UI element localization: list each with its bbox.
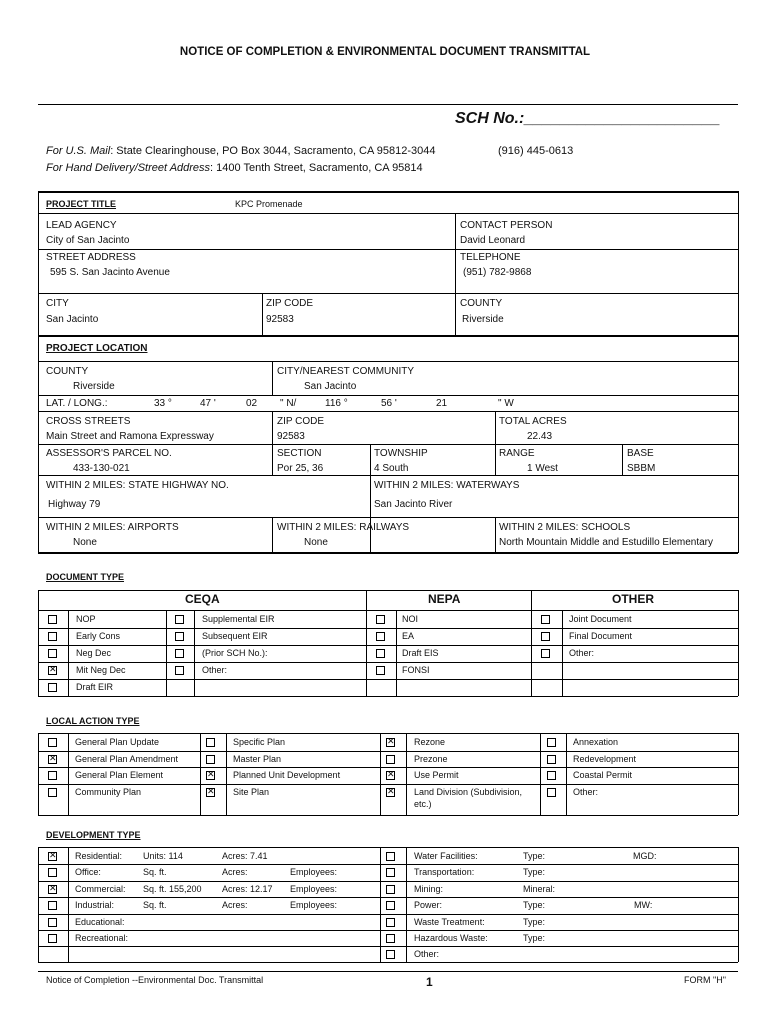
long-sec[interactable]: 21 [436, 398, 448, 409]
divider [38, 249, 738, 250]
doc-type-checkbox[interactable] [48, 632, 57, 641]
development-field[interactable]: Sq. ft. [143, 867, 167, 877]
development-checkbox[interactable]: ✕ [49, 884, 57, 894]
base-label: BASE [627, 448, 654, 459]
street-label: STREET ADDRESS [46, 252, 136, 263]
divider [380, 733, 381, 815]
divider [380, 847, 381, 962]
divider [622, 444, 623, 475]
local-action-checkbox[interactable]: ✕ [387, 770, 395, 780]
doc-type-label: Mit Neg Dec [76, 665, 126, 675]
local-action-label: Use Permit [414, 770, 459, 780]
divider [194, 610, 195, 696]
divider [38, 733, 738, 734]
railways-value[interactable]: None [304, 537, 328, 548]
schools-label: WITHIN 2 MILES: SCHOOLS [499, 522, 631, 533]
latlong-label: LAT. / LONG.: [46, 398, 108, 409]
divider [272, 517, 273, 553]
loc-county-label: COUNTY [46, 366, 89, 377]
telephone-label: TELEPHONE [460, 252, 521, 263]
divider [738, 590, 739, 696]
project-title-value[interactable]: KPC Promenade [235, 199, 303, 209]
local-action-label: General Plan Element [75, 770, 164, 780]
development-checkbox[interactable] [386, 885, 395, 894]
divider [38, 930, 738, 931]
hand-label: For Hand Delivery/Street Address [46, 162, 211, 174]
doc-type-label: Draft EIS [402, 648, 439, 658]
divider [200, 733, 201, 815]
development-label: Commercial: [75, 884, 126, 894]
development-field[interactable]: Type: [523, 900, 546, 910]
development-field[interactable]: Type: [523, 933, 546, 943]
local-action-checkbox[interactable] [206, 755, 215, 764]
divider [38, 411, 738, 412]
hand-address [46, 162, 423, 174]
divider [566, 733, 567, 815]
box-left [38, 191, 39, 553]
development-type-label: DEVELOPMENT TYPE [46, 830, 141, 840]
development-field[interactable]: MW: [634, 900, 653, 910]
doc-type-checkbox[interactable] [541, 632, 550, 641]
doc-type-checkbox[interactable] [48, 683, 57, 692]
township-value[interactable]: 4 South [374, 463, 409, 474]
divider [38, 784, 738, 785]
divider [38, 444, 738, 445]
highway-label: WITHIN 2 MILES: STATE HIGHWAY NO. [46, 480, 229, 491]
city-label: CITY [46, 298, 69, 309]
divider [38, 946, 738, 947]
doc-type-checkbox[interactable] [48, 615, 57, 624]
development-label: Office: [75, 867, 101, 877]
development-field[interactable]: Sq. ft. 155,200 [143, 884, 202, 894]
acres-value[interactable]: 22.43 [527, 431, 553, 442]
sch-number: SCH No.:______________________ [455, 110, 721, 127]
zip-value[interactable]: 92583 [266, 314, 294, 325]
development-checkbox[interactable] [386, 950, 395, 959]
development-label: Transportation: [414, 867, 475, 877]
development-field[interactable]: Mineral: [523, 884, 556, 894]
divider [226, 733, 227, 815]
divider [38, 517, 738, 518]
other-header: OTHER [612, 592, 654, 606]
divider [38, 881, 738, 882]
doc-type-label: Early Cons [76, 631, 121, 641]
footer-rule [38, 971, 738, 972]
local-action-checkbox[interactable] [547, 788, 556, 797]
clearinghouse-phone: (916) 445-0613 [498, 145, 574, 157]
development-checkbox[interactable] [386, 868, 395, 877]
divider [406, 847, 407, 962]
divider [366, 590, 367, 696]
doc-type-label: Other: [569, 648, 595, 658]
local-action-checkbox[interactable]: ✕ [387, 737, 395, 747]
local-action-checkbox[interactable]: ✕ [387, 787, 395, 797]
doc-type-checkbox[interactable] [376, 632, 385, 641]
divider [38, 590, 738, 591]
development-label: Power: [414, 900, 443, 910]
doc-type-checkbox[interactable] [48, 649, 57, 658]
local-action-label: Redevelopment [573, 754, 637, 764]
waterways-value[interactable]: San Jacinto River [374, 499, 453, 510]
local-action-label: Rezone [414, 737, 446, 747]
divider [531, 590, 532, 696]
development-field[interactable]: MGD: [633, 851, 657, 861]
divider [495, 411, 496, 475]
local-action-label: Other: [573, 787, 599, 797]
doc-type-checkbox[interactable] [541, 649, 550, 658]
local-action-label: Site Plan [233, 787, 270, 797]
divider [38, 628, 738, 629]
long-min[interactable]: 56 ' [381, 398, 397, 409]
local-action-label: Planned Unit Development [233, 770, 341, 780]
divider [562, 610, 563, 696]
doc-type-label: Draft EIR [76, 682, 114, 692]
local-action-checkbox[interactable]: ✕ [207, 770, 215, 780]
local-action-label: Specific Plan [233, 737, 286, 747]
divider [38, 751, 738, 752]
doc-type-label: Joint Document [569, 614, 632, 624]
development-field[interactable]: Employees: [290, 900, 338, 910]
lead-agency-label: LEAD AGENCY [46, 220, 117, 231]
divider [38, 815, 738, 816]
divider [68, 610, 69, 696]
development-field[interactable]: Sq. ft. [143, 900, 167, 910]
page-number: 1 [426, 975, 433, 989]
county-label: COUNTY [460, 298, 503, 309]
divider [540, 733, 541, 815]
development-checkbox[interactable] [386, 918, 395, 927]
development-checkbox[interactable] [386, 934, 395, 943]
lat-sec[interactable]: 02 [246, 398, 258, 409]
local-action-checkbox[interactable]: ✕ [207, 787, 215, 797]
waterways-label: WITHIN 2 MILES: WATERWAYS [374, 480, 520, 491]
development-field[interactable]: Acres: 12.17 [222, 884, 273, 894]
development-label: Waste Treatment: [414, 917, 485, 927]
loc-county-value[interactable]: Riverside [73, 381, 115, 392]
divider [166, 610, 167, 696]
mail-address [46, 145, 436, 157]
cross-streets-value[interactable]: Main Street and Ramona Expressway [46, 431, 214, 442]
divider [38, 475, 738, 476]
doc-type-checkbox[interactable] [175, 666, 184, 675]
divider [38, 552, 738, 554]
lat-min[interactable]: 47 ' [200, 398, 216, 409]
doc-type-checkbox[interactable] [175, 615, 184, 624]
local-action-checkbox[interactable] [547, 771, 556, 780]
doc-type-label: NOI [402, 614, 419, 624]
doc-type-checkbox[interactable] [175, 632, 184, 641]
local-action-label: LOCAL ACTION TYPE [46, 716, 140, 726]
divider [272, 361, 273, 395]
divider [38, 213, 738, 214]
divider [38, 662, 738, 663]
mail-label: For U.S. Mail [46, 145, 111, 157]
doc-type-label: Neg Dec [76, 648, 112, 658]
footer-form-id: FORM "H" [684, 975, 726, 985]
divider [38, 335, 738, 337]
long-dir: " W [498, 398, 514, 409]
community-label: CITY/NEAREST COMMUNITY [277, 366, 415, 377]
divider [272, 411, 273, 475]
doc-type-label: (Prior SCH No.): [202, 648, 268, 658]
local-action-label: Master Plan [233, 754, 282, 764]
divider [38, 610, 738, 611]
development-checkbox[interactable] [48, 934, 57, 943]
lat-deg[interactable]: 33 ° [154, 398, 172, 409]
local-action-label: Prezone [414, 754, 448, 764]
project-title-label: PROJECT TITLE [46, 199, 117, 209]
development-field[interactable]: Type: [523, 917, 546, 927]
highway-value[interactable]: Highway 79 [48, 499, 101, 510]
development-checkbox[interactable] [48, 918, 57, 927]
doc-type-label: NOP [76, 614, 96, 624]
divider [38, 914, 738, 915]
ceqa-header: CEQA [185, 592, 220, 606]
airports-label: WITHIN 2 MILES: AIRPORTS [46, 522, 179, 533]
divider [68, 847, 69, 962]
divider [455, 293, 456, 335]
divider [495, 517, 496, 553]
development-label: Recreational: [75, 933, 129, 943]
cross-streets-label: CROSS STREETS [46, 416, 131, 427]
development-field[interactable]: Type: [523, 851, 546, 861]
divider [38, 293, 738, 294]
hand-text: : 1400 Tenth Street, Sacramento, CA 95814 [210, 162, 423, 174]
divider [455, 213, 456, 293]
development-label: Hazardous Waste: [414, 933, 488, 943]
contact-label: CONTACT PERSON [460, 220, 553, 231]
schools-value[interactable]: North Mountain Middle and Estudillo Elementary [499, 537, 713, 548]
divider [38, 590, 39, 696]
acres-label: TOTAL ACRES [499, 416, 567, 427]
document-type-label: DOCUMENT TYPE [46, 572, 125, 582]
development-label: Industrial: [75, 900, 115, 910]
divider [738, 733, 739, 815]
divider [38, 847, 738, 848]
local-action-checkbox[interactable] [547, 755, 556, 764]
development-field[interactable]: Employees: [290, 884, 338, 894]
nepa-header: NEPA [428, 592, 461, 606]
range-value[interactable]: 1 West [527, 463, 558, 474]
divider [38, 962, 738, 963]
airports-value[interactable]: None [73, 537, 97, 548]
doc-type-label: FONSI [402, 665, 430, 675]
doc-type-label: EA [402, 631, 415, 641]
long-deg[interactable]: 116 ° [325, 398, 348, 409]
doc-type-checkbox[interactable] [541, 615, 550, 624]
telephone-value[interactable]: (951) 782-9868 [463, 267, 532, 278]
development-label: Other: [414, 949, 440, 959]
lead-agency-value[interactable]: City of San Jacinto [46, 235, 130, 246]
doc-type-checkbox[interactable] [175, 649, 184, 658]
divider [38, 767, 738, 768]
doc-type-label: Final Document [569, 631, 633, 641]
local-action-label: Land Division (Subdivision, [414, 787, 523, 797]
project-location-label: PROJECT LOCATION [46, 343, 148, 354]
divider [38, 645, 738, 646]
development-checkbox[interactable]: ✕ [49, 851, 57, 861]
apn-value[interactable]: 433-130-021 [73, 463, 130, 474]
local-action-label: Annexation [573, 737, 619, 747]
local-action-checkbox[interactable] [48, 771, 57, 780]
divider [370, 444, 371, 553]
local-action-checkbox[interactable] [48, 738, 57, 747]
development-checkbox[interactable] [386, 901, 395, 910]
local-action-checkbox[interactable] [547, 738, 556, 747]
loc-zip-value[interactable]: 92583 [277, 431, 305, 442]
doc-type-checkbox[interactable] [376, 615, 385, 624]
county-value[interactable]: Riverside [462, 314, 504, 325]
local-action-label: etc.) [414, 799, 432, 809]
form-title: NOTICE OF COMPLETION & ENVIRONMENTAL DOCUMENT TRANSMITTAL [179, 46, 591, 58]
zip-label: ZIP CODE [266, 298, 314, 309]
development-field[interactable]: Employees: [290, 867, 338, 877]
local-action-label: Coastal Permit [573, 770, 633, 780]
local-action-checkbox[interactable] [48, 788, 57, 797]
development-field[interactable]: Acres: [222, 900, 248, 910]
section-label: SECTION [277, 448, 322, 459]
base-value[interactable]: SBBM [627, 463, 656, 474]
development-checkbox[interactable] [48, 901, 57, 910]
divider [68, 733, 69, 815]
township-label: TOWNSHIP [374, 448, 428, 459]
divider [396, 610, 397, 696]
mail-text: : State Clearinghouse, PO Box 3044, Sacramento, CA 95812-3044 [110, 145, 436, 157]
box-top [38, 191, 738, 193]
development-label: Water Facilities: [414, 851, 478, 861]
local-action-checkbox[interactable] [386, 755, 395, 764]
development-label: Residential: [75, 851, 123, 861]
divider [38, 696, 738, 697]
section-value[interactable]: Por 25, 36 [277, 463, 324, 474]
doc-type-label: Supplemental EIR [202, 614, 275, 624]
divider [38, 679, 738, 680]
apn-label: ASSESSOR'S PARCEL NO. [46, 448, 172, 459]
divider [262, 293, 263, 335]
divider [38, 864, 738, 865]
development-label: Mining: [414, 884, 444, 894]
divider [406, 733, 407, 815]
development-checkbox[interactable] [386, 852, 395, 861]
development-field[interactable]: Type: [523, 867, 546, 877]
city-value[interactable]: San Jacinto [46, 314, 99, 325]
development-field[interactable]: Acres: [222, 867, 248, 877]
local-action-label: General Plan Update [75, 737, 160, 747]
doc-type-label: Other: [202, 665, 228, 675]
local-action-checkbox[interactable]: ✕ [49, 754, 57, 764]
doc-type-label: Subsequent EIR [202, 631, 268, 641]
range-label: RANGE [499, 448, 535, 459]
development-field[interactable]: Units: 114 [143, 851, 183, 861]
local-action-label: Community Plan [75, 787, 142, 797]
street-value[interactable]: 595 S. San Jacinto Avenue [50, 267, 170, 278]
divider [38, 104, 738, 105]
divider [738, 847, 739, 962]
footer-form-name: Notice of Completion --Environmental Doc. Transmittal [46, 975, 264, 985]
divider [38, 733, 39, 815]
divider [38, 361, 738, 362]
doc-type-checkbox[interactable] [376, 649, 385, 658]
development-label: Educational: [75, 917, 125, 927]
contact-value[interactable]: David Leonard [460, 235, 526, 246]
loc-zip-label: ZIP CODE [277, 416, 325, 427]
doc-type-checkbox[interactable]: ✕ [49, 665, 57, 675]
divider [38, 897, 738, 898]
divider [38, 395, 738, 396]
lat-dir: " N/ [280, 398, 297, 409]
box-right [738, 191, 739, 553]
development-checkbox[interactable] [48, 868, 57, 877]
local-action-label: General Plan Amendment [75, 754, 179, 764]
railways-label: WITHIN 2 MILES: RAILWAYS [277, 522, 410, 533]
development-field[interactable]: Acres: 7.41 [222, 851, 268, 861]
community-value[interactable]: San Jacinto [304, 381, 357, 392]
doc-type-checkbox[interactable] [376, 666, 385, 675]
local-action-checkbox[interactable] [206, 738, 215, 747]
